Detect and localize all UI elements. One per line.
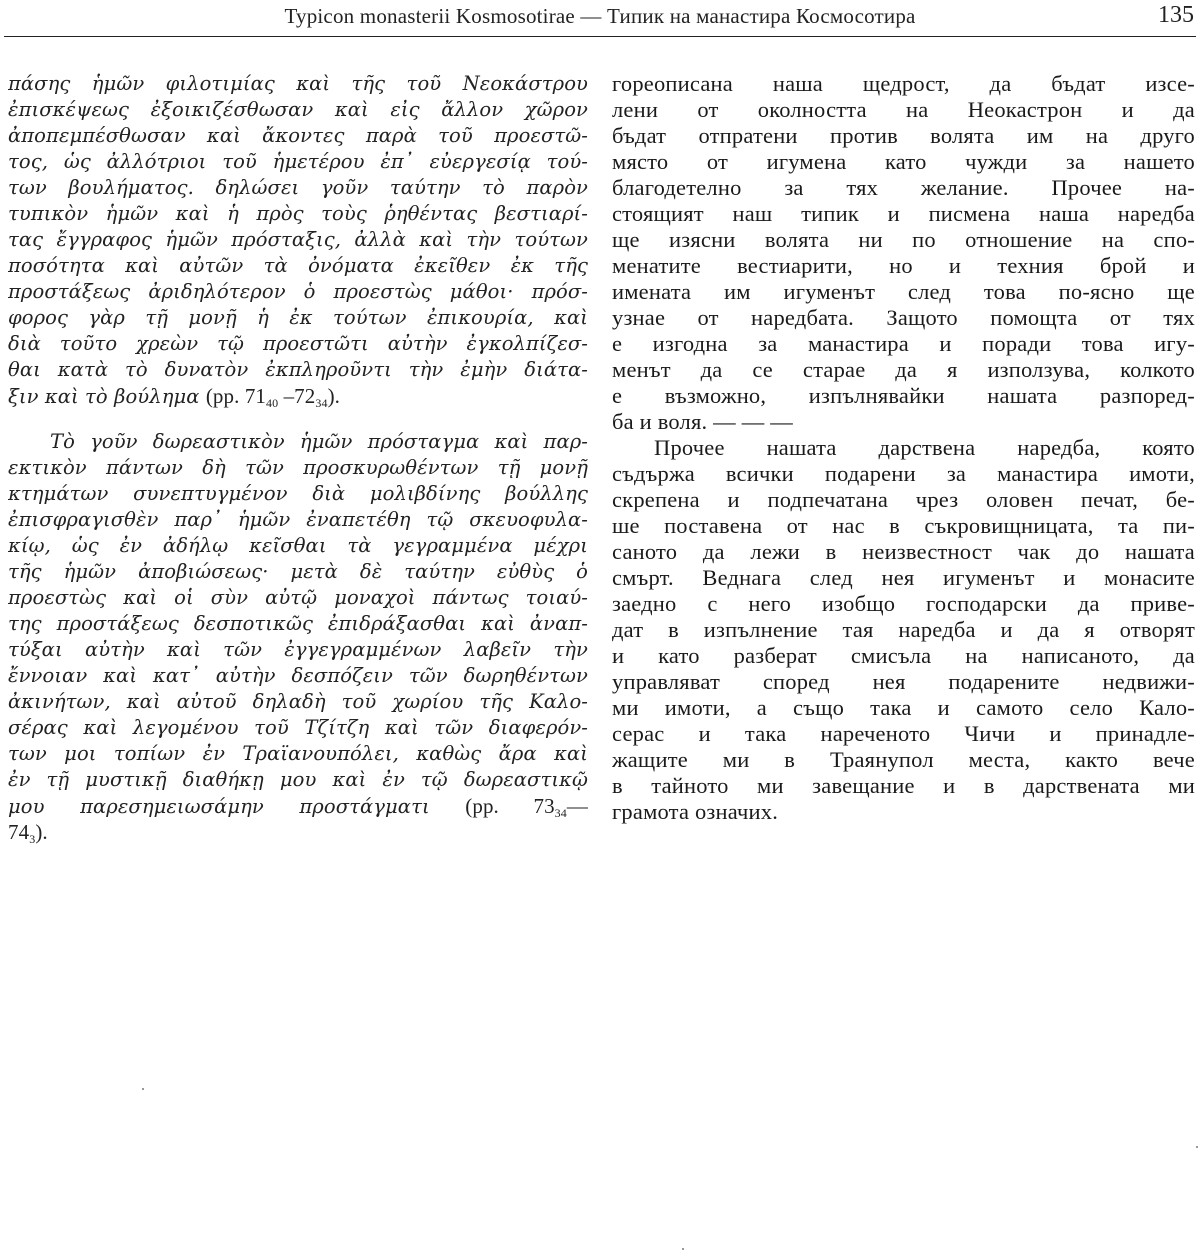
text-line: бъдат отпратени против волята им на друго	[612, 123, 1195, 148]
reference-subscript: 34	[315, 396, 328, 409]
text-line: ми имоти, а също така и самото село Кало-	[612, 695, 1195, 720]
reference-subscript: 3	[29, 832, 36, 845]
reference-text: (pp. 71	[205, 384, 267, 408]
text-line: ба и воля. — — —	[612, 409, 793, 434]
reference-text: –72	[278, 384, 316, 408]
text-line-with-reference	[8, 793, 588, 819]
text-line: τύξαι αὐτὴν καὶ τῶν ἐγγεγραμμένων λαβεῖν τὴν	[8, 638, 588, 661]
text-line: лени от околността на Неокастрон и да	[612, 97, 1195, 122]
text-line: θαι κατὰ τὸ δυνατὸν ἐκπληροῦντι τὴν ἐμὴν διάτα-	[8, 358, 588, 381]
text-line: ἔννοιαν καὶ κατ᾿ αὐτὴν δεσπόζειν τῶν δωρηθέντων	[8, 664, 588, 687]
text-line: серас и така нареченото Чичи и принадле-	[612, 721, 1195, 746]
text-line: τῆς ἡμῶν ἀποβιώσεως· μετὰ δὲ ταύτην εὐθὺς ὁ	[8, 560, 588, 583]
text-line: κτημάτων συνεπτυγμένον διὰ μολιβδίνης βούλλης	[8, 482, 588, 505]
text-line: имената им игуменът след това по-ясно ще	[612, 279, 1195, 304]
paragraph-gap	[8, 409, 588, 429]
text-line: узнае от наредбата. Защото помощта от тях	[612, 305, 1195, 330]
reference-text: ).	[327, 384, 341, 408]
greek-paragraph-2	[8, 429, 588, 845]
page-number: 135	[1158, 2, 1194, 28]
text-line: смърт. Веднага след нея игуменът и монасите	[612, 565, 1195, 590]
greek-text-column	[8, 71, 588, 845]
text-line: ἐπισφραγισθὲν παρ᾿ ἡμῶν ἐναπετέθη τῷ σκευοφυλα-	[8, 508, 588, 531]
text-line: προστάξεως ἀριδηλότερον ὁ προεστὼς μάθοι· πρόσ-	[8, 280, 588, 303]
text-line: διὰ τοῦτο χρεὼν τῷ προεστῶτι αὐτὴν ἐγκολπίζεσ-	[8, 332, 588, 355]
page-reference	[465, 794, 588, 818]
reference-subscript: 34	[554, 806, 567, 819]
text-line: заедно с него изобщо господарски да приве-	[612, 591, 1195, 616]
scan-speck	[142, 1088, 144, 1090]
text-line: е изгодна за манастира и поради това игу-	[612, 331, 1195, 356]
text-line: благодетелно за тях желание. Прочее на-	[612, 175, 1195, 200]
text-line: τας ἔγγραφος ἡμῶν πρόσταξις, ἀλλὰ καὶ τὴν τούτων	[8, 228, 588, 251]
running-head	[0, 2, 1200, 30]
reference-text: 74	[8, 820, 30, 844]
text-line: скрепена и подпечатана чрез оловен печат, бе-	[612, 487, 1195, 512]
text-line: ἀποπεμπέσθωσαν καὶ ἄκοντες παρὰ τοῦ προεστῶ-	[8, 124, 588, 147]
text-line: των μοι τοπίων ἐν Τραϊανουπόλει, καθὼς ἄρα καὶ	[8, 742, 588, 765]
scan-speck	[1196, 1146, 1198, 1148]
reference-text: ).	[35, 820, 48, 844]
text-line: менът да се старае да я използува, колкото	[612, 357, 1195, 382]
text-line: гореописана наша щедрост, да бъдат изсе-	[612, 71, 1195, 96]
text-line: дат в изпълнение тая наредба и да я отворят	[612, 617, 1195, 642]
bulgarian-paragraph-2	[612, 435, 1195, 825]
bulgarian-translation-column	[612, 71, 1195, 825]
greek-paragraph-1	[8, 71, 588, 409]
reference-subscript: 40	[266, 396, 279, 409]
reference-text: —	[566, 794, 588, 818]
page-reference	[8, 820, 48, 844]
running-title: Typicon monasterii Kosmosotirae — Типик на манастира Космосотира	[284, 4, 916, 28]
bulgarian-paragraph-1	[612, 71, 1195, 435]
reference-text: (pp. 73	[465, 794, 555, 818]
text-line: жащите ми в Траянупол места, както вече	[612, 747, 1195, 772]
text-line: съдържа всички подарени за манастира имоти,	[612, 461, 1195, 486]
text-line: ἐπισκέψεως ἐξοικιζέσθωσαν καὶ εἰς ἄλλον χῶρον	[8, 98, 588, 121]
text-line: е възможно, изпълнявайки нашата разпоред-	[612, 383, 1195, 408]
text-line: εκτικὸν πάντων δὴ τῶν προσκυρωθέντων τῇ μονῇ	[8, 456, 588, 479]
scan-speck	[682, 1248, 684, 1250]
text-line: ξιν καὶ τὸ βούλημα	[8, 385, 200, 408]
text-line: менатите вестиарити, но и техния брой и	[612, 253, 1195, 278]
text-line: σέρας καὶ λεγομένου τοῦ Τζίτζη καὶ τῶν διαφερόν-	[8, 716, 588, 739]
text-line: Прочее нашата дарствена наредба, която	[654, 435, 1195, 460]
text-line: της προστάξεως δεσποτικῶς ἐπιδράξασθαι καὶ ἀναπ-	[8, 612, 588, 635]
text-line: τος, ὡς ἀλλότριοι τοῦ ἡμετέρου ἐπ᾿ εὐεργεσίᾳ τού-	[8, 150, 588, 173]
text-line-with-reference	[8, 819, 588, 845]
text-line: грамота означих.	[612, 799, 779, 824]
text-line: των βουλήματος. δηλώσει γοῦν ταύτην τὸ παρὸν	[8, 176, 588, 199]
text-line: управляват според нея подарените недвижи-	[612, 669, 1195, 694]
page-reference	[206, 384, 340, 408]
header-rule	[4, 36, 1196, 37]
text-line: място от игумена като чужди за нашето	[612, 149, 1195, 174]
text-line: стоящият наш типик и писмена наша наредба	[612, 201, 1195, 226]
text-line: μου παρεσημειωσάμην προστάγματι	[8, 795, 430, 818]
text-line: ἐν τῇ μυστικῇ διαθήκῃ μου καὶ ἐν τῷ δωρεαστικῷ	[8, 768, 588, 791]
text-line: Τὸ γοῦν δωρεαστικὸν ἡμῶν πρόσταγμα καὶ παρ-	[50, 430, 588, 453]
text-line: в тайното ми завещание и в дарствената ми	[612, 773, 1195, 798]
text-line: ще изясни волята ни по отношение на спо-	[612, 227, 1195, 252]
text-line: саното да лежи в неизвестност чак до нашата	[612, 539, 1195, 564]
text-line: и като разберат смисъла на написаното, да	[612, 643, 1195, 668]
text-line: ше поставена от нас в съкровищницата, та пи-	[612, 513, 1195, 538]
text-line: κίῳ, ὡς ἐν ἀδήλῳ κεῖσθαι τὰ γεγραμμένα μέχρι	[8, 534, 588, 557]
text-line-with-reference	[8, 383, 588, 409]
text-line: φορος γὰρ τῇ μονῇ ἡ ἐκ τούτων ἐπικουρία, καὶ	[8, 306, 588, 329]
text-line: ποσότητα καὶ αὐτῶν τὰ ὀνόματα ἐκεῖθεν ἐκ τῆς	[8, 254, 588, 277]
text-line: ἀκινήτων, καὶ αὐτοῦ δηλαδὴ τοῦ χωρίου τῆς Καλο-	[8, 690, 588, 713]
text-line: πάσης ἡμῶν φιλοτιμίας καὶ τῆς τοῦ Νεοκάστρου	[8, 72, 588, 95]
text-line: τυπικὸν ἡμῶν καὶ ἡ πρὸς τοὺς ῥηθέντας βεστιαρί-	[8, 202, 588, 225]
text-line: προεστὼς καὶ οἱ σὺν αὐτῷ μοναχοὶ πάντως τοιαύ-	[8, 586, 588, 609]
